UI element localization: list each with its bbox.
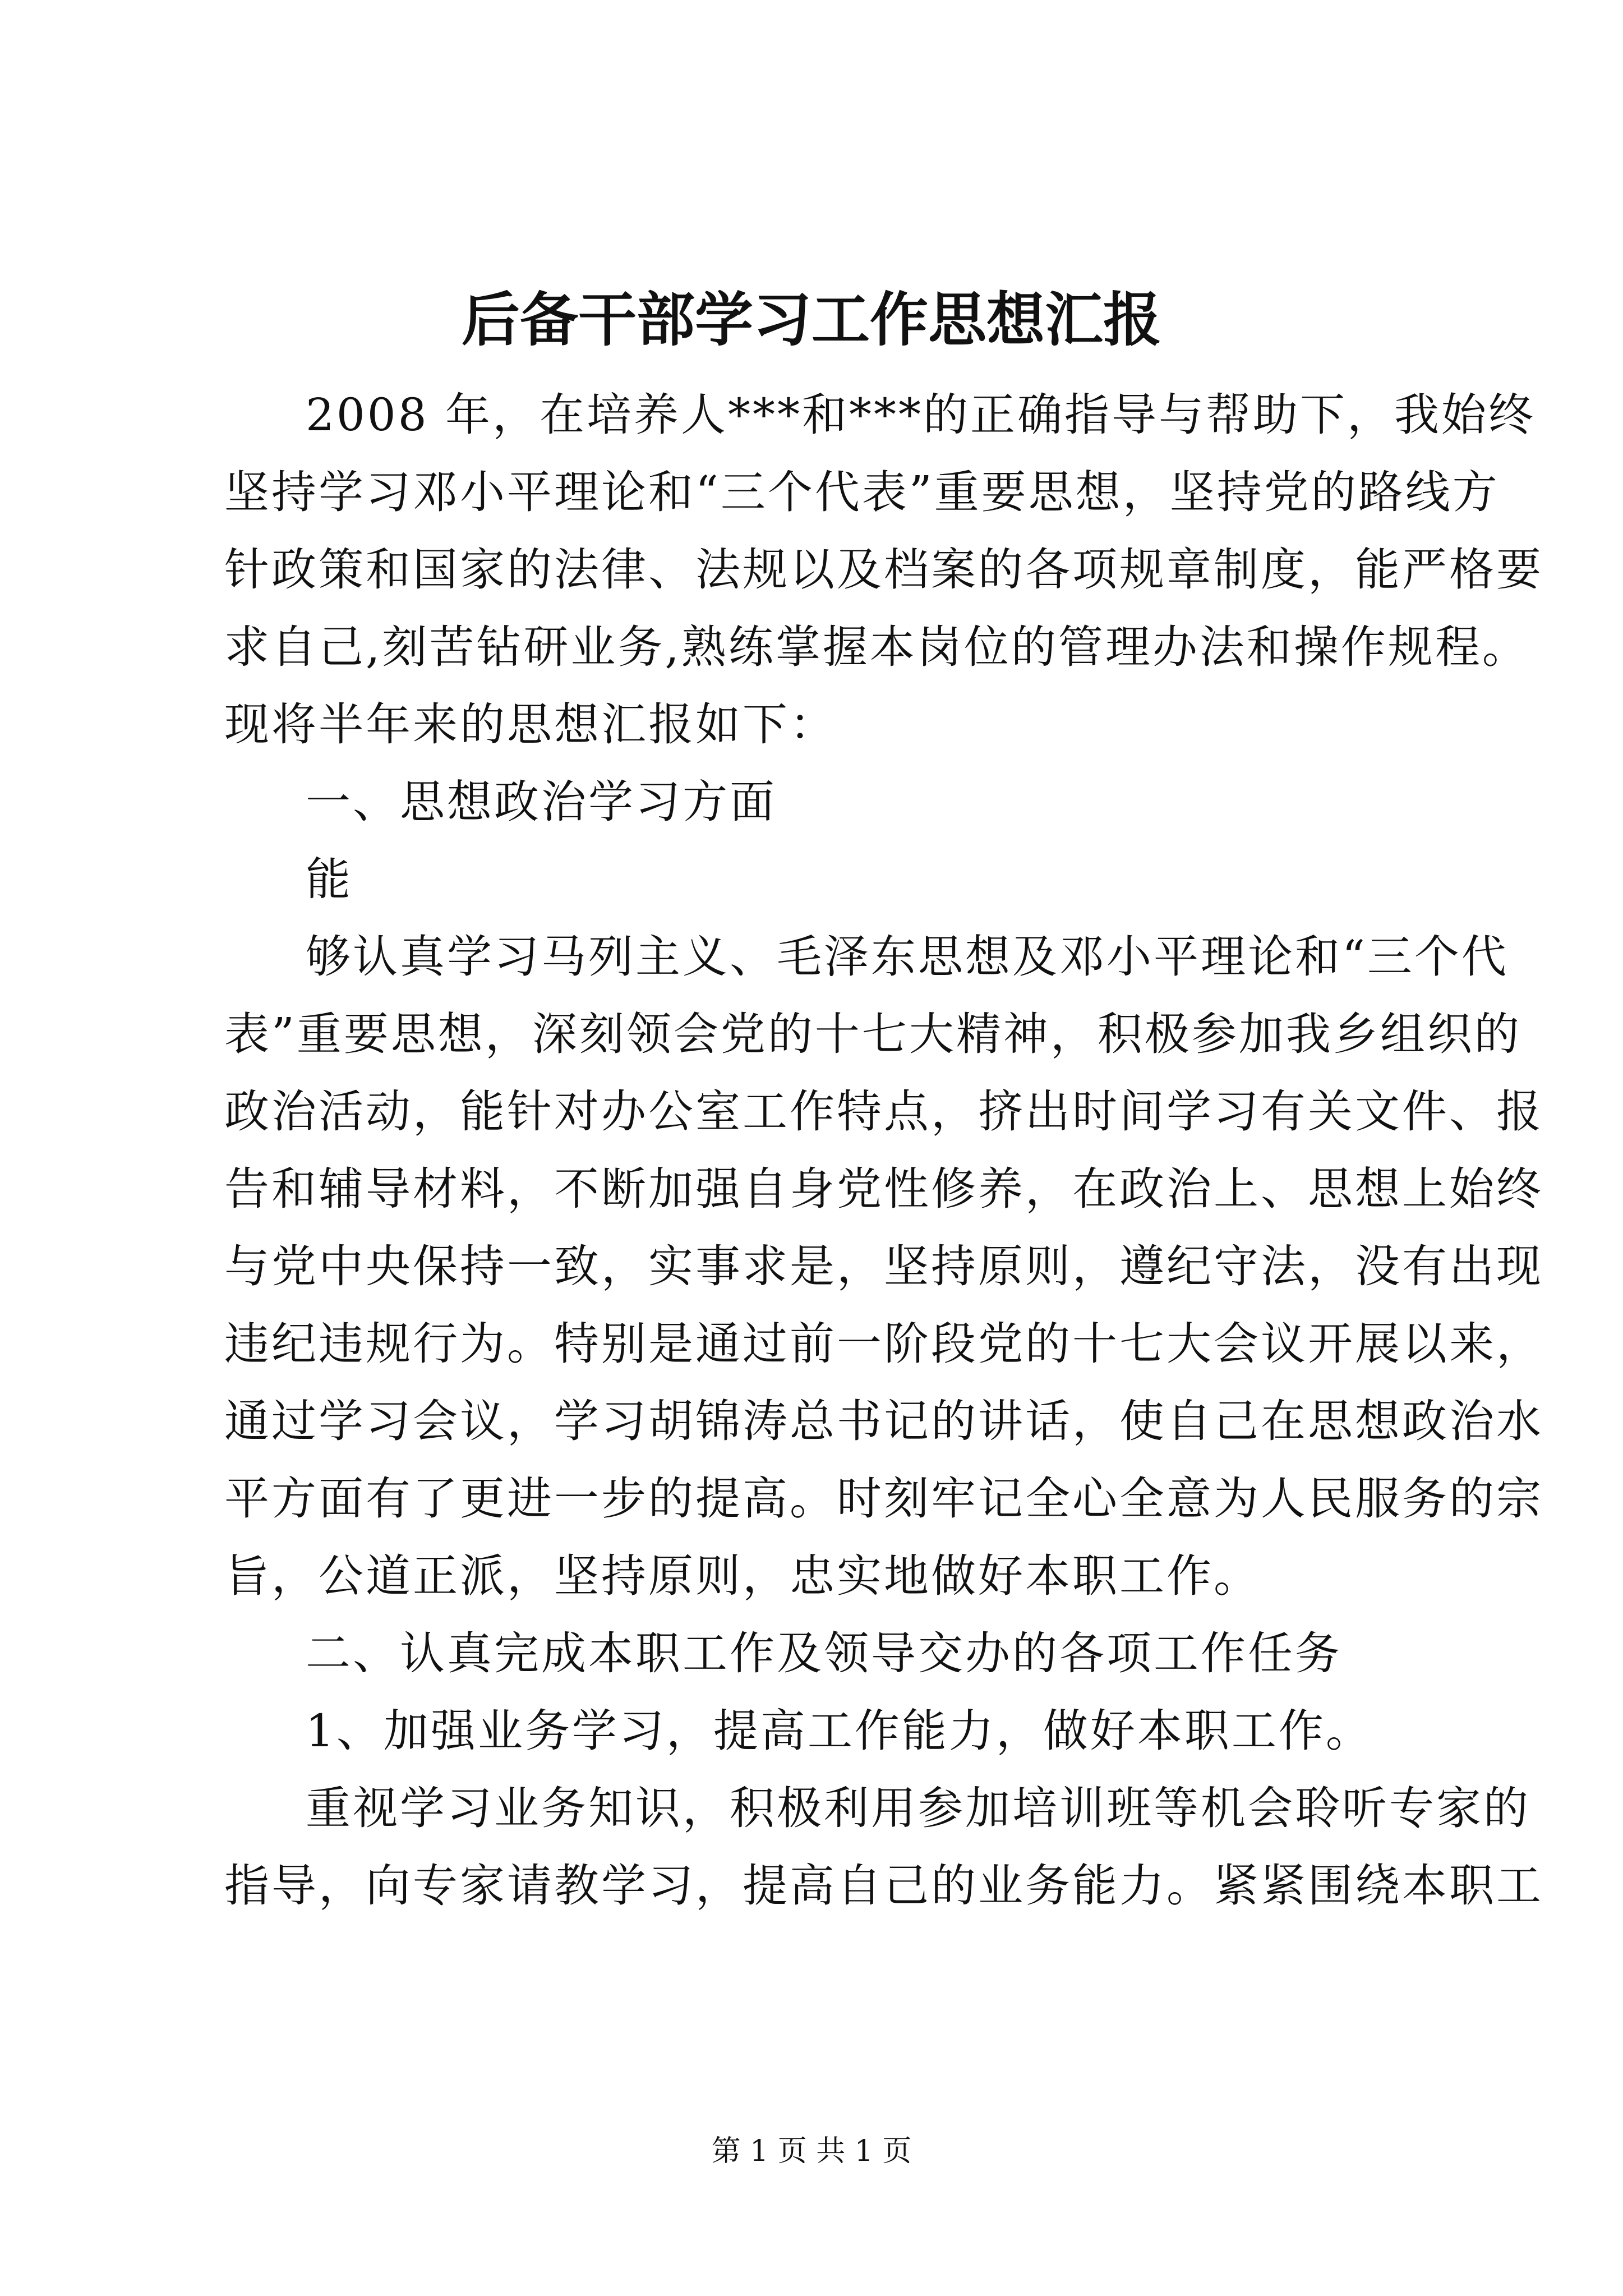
body-line: 重视学习业务知识，积极利用参加培训班等机会聆听专家的 [306, 1782, 1530, 1834]
body-line: 表”重要思想，深刻领会党的十七大精神，积极参加我乡组织的 [224, 1008, 1521, 1060]
body-line: 指导，向专家请教学习，提高自己的业务能力。紧紧围绕本职工 [224, 1860, 1543, 1912]
body-line: 告和辅导材料，不断加强自身党性修养，在政治上、思想上始终 [224, 1163, 1543, 1215]
body-line: 平方面有了更进一步的提高。时刻牢记全心全意为人民服务的宗 [224, 1473, 1543, 1525]
body-line: 能 [306, 853, 353, 905]
section-heading: 一、思想政治学习方面 [306, 776, 777, 828]
page-footer: 第 1 页 共 1 页 [711, 2134, 912, 2168]
body-line: 通过学习会议，学习胡锦涛总书记的讲话，使自己在思想政治水 [224, 1395, 1543, 1447]
subsection-heading: 1、加强业务学习，提高工作能力，做好本职工作。 [306, 1705, 1373, 1757]
body-line: 够认真学习马列主义、毛泽东思想及邓小平理论和“三个代 [306, 931, 1509, 983]
body-line: 旨，公道正派，坚持原则，忠实地做好本职工作。 [224, 1550, 1261, 1602]
body-line: 2008 年，在培养人***和***的正确指导与帮助下，我始终 [306, 389, 1536, 441]
body-line: 政治活动，能针对办公室工作特点，挤出时间学习有关文件、报 [224, 1085, 1543, 1138]
body-line: 坚持学习邓小平理论和“三个代表”重要思想，坚持党的路线方 [224, 466, 1500, 518]
body-line: 针政策和国家的法律、法规以及档案的各项规章制度，能严格要 [224, 544, 1543, 596]
section-heading: 二、认真完成本职工作及领导交办的各项工作任务 [306, 1627, 1342, 1680]
body-line: 求自己,刻苦钻研业务,熟练掌握本岗位的管理办法和操作规程。 [224, 621, 1529, 673]
body-line: 现将半年来的思想汇报如下： [224, 698, 837, 751]
body-line: 违纪违规行为。特别是通过前一阶段党的十七大会议开展以来， [224, 1318, 1543, 1370]
document-title: 后备干部学习工作思想汇报 [461, 285, 1161, 354]
body-line: 与党中央保持一致，实事求是，坚持原则，遵纪守法，没有出现 [224, 1240, 1543, 1292]
